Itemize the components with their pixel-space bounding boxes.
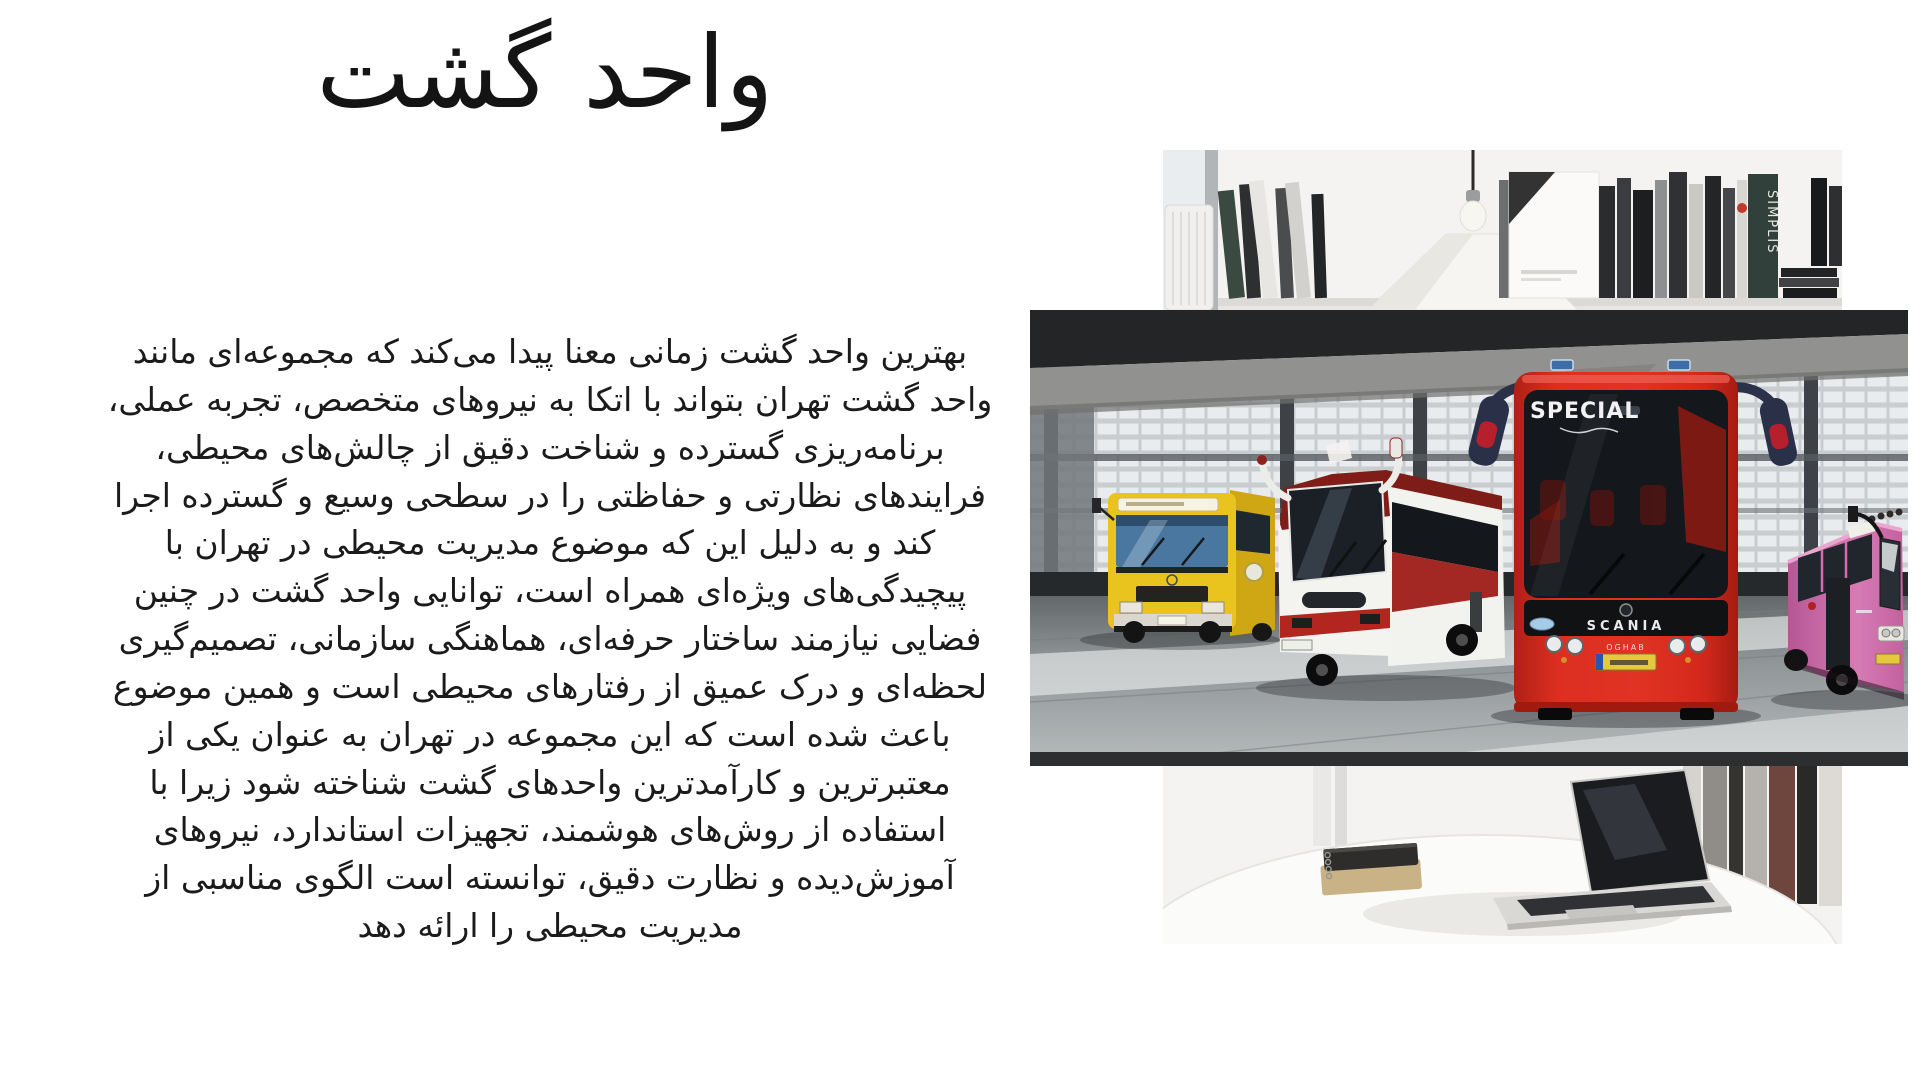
- scania-badge: [1620, 604, 1632, 616]
- bus-photo-graphic: [1030, 310, 1908, 766]
- page-title: واحد گشت: [316, 14, 774, 131]
- yellow-bus: [1092, 490, 1275, 643]
- buses-showroom-photo: [1030, 310, 1908, 766]
- bumper-text: OGHAB: [1606, 643, 1646, 652]
- license-plate: [1876, 654, 1900, 664]
- red-sticker: [1737, 203, 1747, 213]
- roof-marker-light: [1551, 360, 1573, 370]
- notebook: [1319, 843, 1422, 896]
- windshield-text: SPECIAL: [1530, 399, 1640, 424]
- grille-brand-text: SCANIA: [1586, 619, 1666, 634]
- body-paragraph: بهترین واحد گشت زمانی معنا پیدا می‌کند که مجموعه‌ای مانند واحد گشت تهران بتواند با اتکا به نیروهای متخصص، تجربه عملی، برنامه‌ریزی گسترده و شناخت دقیق از چالش‌های محیطی، فرایندهای نظارتی و حفاظتی را در سطحی وسیع و گسترده اجرا کند و به دلیل این که موضوع مدیریت محیطی در تهران با پیچیدگی‌های ویژه‌ای همراه است، توانایی واحد گشت در چنین فضایی نیازمند ساختار حرفه‌ای، هماهنگی سازمانی، تصمیم‌گیری لحظه‌ای و درک عمیق از رفتارهای محیطی است و همین موضوع باعث شده است که این مجموعه در تهران به عنوان یکی از معتبرترین و کارآمدترین واحدهای گشت شناخته شود زیرا با استفاده از روش‌های هوشمند، تجهیزات استاندارد، نیروهای آموزش‌دیده و نظارت دقیق، توانسته است الگوی مناسبی از مدیریت محیطی را ارائه دهد: [107, 332, 993, 946]
- blue-oval-badge: [1530, 618, 1554, 630]
- book-spine-label: SIMPLIS: [1764, 190, 1779, 255]
- roof-marker-light: [1668, 360, 1690, 370]
- background-wall-lines: [1313, 766, 1347, 850]
